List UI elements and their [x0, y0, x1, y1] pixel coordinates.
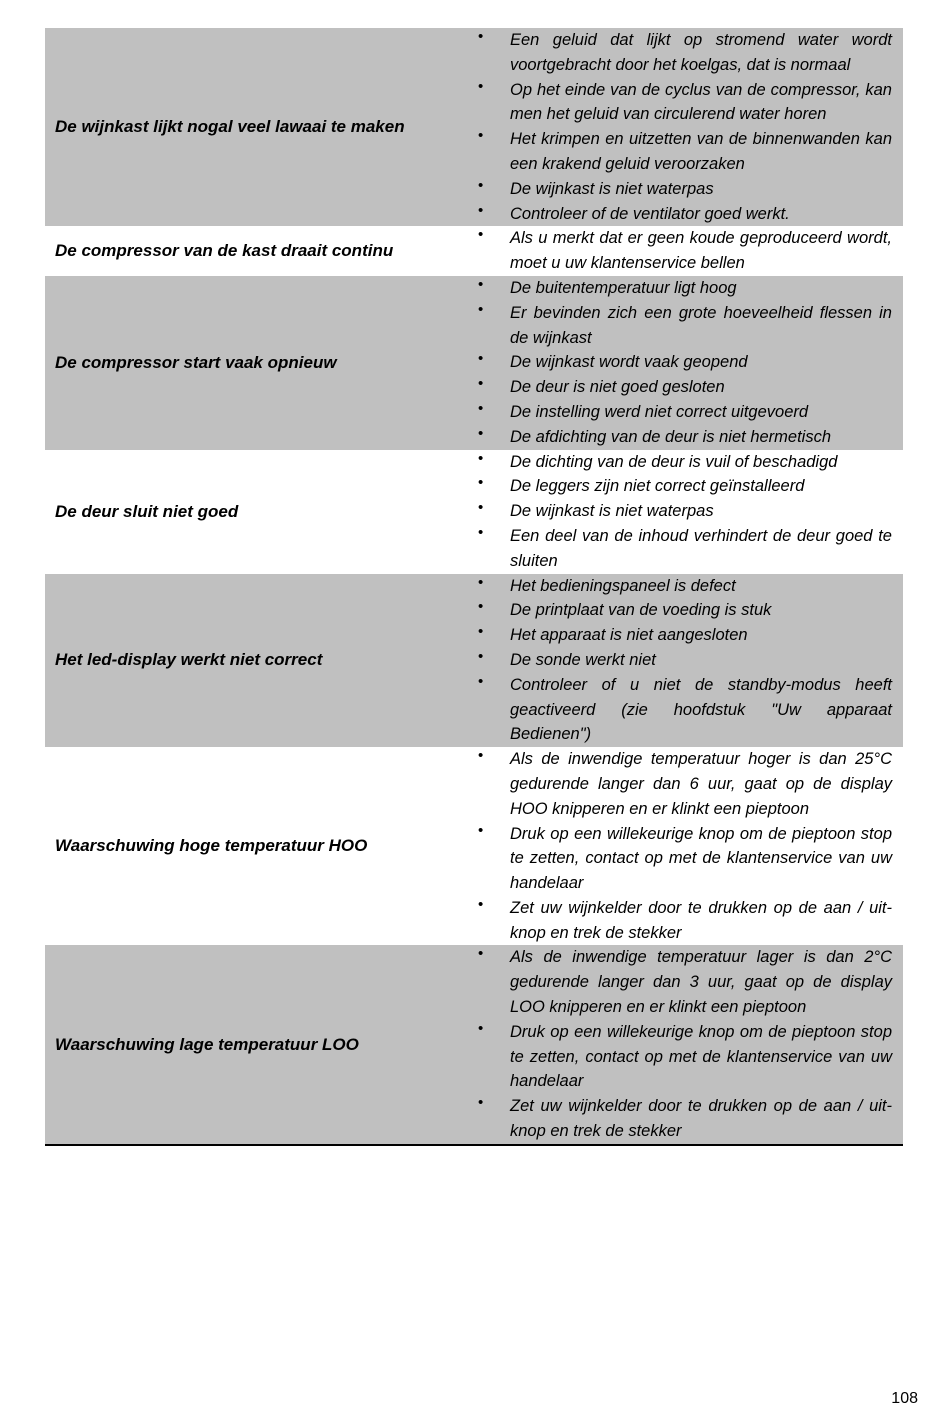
cause-text: De wijnkast wordt vaak geopend	[510, 353, 748, 372]
cause-text: De buitentemperatuur ligt hoog	[510, 278, 737, 297]
list-item	[469, 1020, 892, 1094]
list-item	[469, 945, 892, 1019]
cause-text: Druk op een willekeurige knop om de pieptoon stop te zetten, contact op met de klantenservice van uw handelaar	[510, 1022, 892, 1091]
cause-text: De dichting van de deur is vuil of beschadigd	[510, 452, 838, 471]
table-row	[45, 574, 903, 748]
bullet-icon: •	[478, 399, 484, 417]
list-item	[469, 623, 892, 648]
bullet-icon: •	[478, 275, 484, 293]
list-item	[469, 400, 892, 425]
bullet-icon: •	[478, 523, 484, 541]
list-item	[469, 1094, 892, 1144]
cause-text: Zet uw wijnkelder door te drukken op de aan / uit-knop en trek de stekker	[510, 898, 892, 942]
problem-cell: De wijnkast lijkt nogal veel lawaai te maken	[55, 117, 405, 137]
causes-cell	[469, 28, 903, 226]
list-item	[469, 747, 892, 821]
cause-text: Als de inwendige temperatuur lager is dan 2°C gedurende langer dan 3 uur, gaat op de display LOO knipperen en er klinkt een pieptoon	[510, 948, 892, 1017]
cause-text: De leggers zijn niet correct geïnstalleerd	[510, 477, 805, 496]
list-item	[469, 301, 892, 351]
causes-cell	[469, 945, 903, 1143]
problem-cell: De deur sluit niet goed	[55, 501, 239, 521]
bullet-icon: •	[478, 176, 484, 194]
cause-text: Zet uw wijnkelder door te drukken op de aan / uit-knop en trek de stekker	[510, 1097, 892, 1141]
bullet-icon: •	[478, 1019, 484, 1037]
bullet-icon: •	[478, 350, 484, 368]
troubleshooting-table	[45, 28, 903, 1146]
bullet-icon: •	[478, 672, 484, 690]
list-item	[469, 177, 892, 202]
list-item	[469, 28, 892, 78]
bullet-icon: •	[478, 821, 484, 839]
list-item	[469, 524, 892, 574]
bullet-icon: •	[478, 598, 484, 616]
list-item	[469, 226, 892, 276]
problem-cell: De compressor start vaak opnieuw	[55, 352, 337, 372]
list-item	[469, 673, 892, 747]
problem-cell: Waarschuwing hoge temperatuur HOO	[55, 836, 368, 856]
bullet-icon: •	[478, 747, 484, 765]
cause-text: De instelling werd niet correct uitgevoerd	[510, 402, 809, 421]
list-item	[469, 648, 892, 673]
bullet-icon: •	[478, 127, 484, 145]
table-row	[45, 945, 903, 1143]
table-row	[45, 747, 903, 945]
list-item	[469, 499, 892, 524]
list-item	[469, 450, 892, 475]
bullet-icon: •	[478, 375, 484, 393]
list-item	[469, 474, 892, 499]
cause-text: De sonde werkt niet	[510, 650, 656, 669]
cause-text: De wijnkast is niet waterpas	[510, 179, 714, 198]
list-item	[469, 425, 892, 450]
list-item	[469, 896, 892, 946]
table-row	[45, 28, 903, 226]
causes-cell	[469, 276, 903, 450]
causes-cell	[469, 450, 903, 574]
table-row	[45, 276, 903, 450]
bullet-icon: •	[478, 77, 484, 95]
cause-text: Het apparaat is niet aangesloten	[510, 626, 748, 645]
causes-cell	[469, 226, 903, 276]
cause-text: De printplaat van de voeding is stuk	[510, 601, 772, 620]
table-row	[45, 226, 903, 276]
bullet-icon: •	[478, 1094, 484, 1112]
bullet-icon: •	[478, 226, 484, 244]
cause-text: Controleer of de ventilator goed werkt.	[510, 204, 790, 223]
list-item	[469, 375, 892, 400]
bullet-icon: •	[478, 300, 484, 318]
bullet-icon: •	[478, 573, 484, 591]
list-item	[469, 598, 892, 623]
list-item	[469, 276, 892, 301]
bullet-icon: •	[478, 424, 484, 442]
table-row	[45, 450, 903, 574]
cause-text: Een geluid dat lijkt op stromend water wordt voortgebracht door het koelgas, dat is normaal	[510, 31, 892, 74]
list-item	[469, 822, 892, 896]
list-item	[469, 350, 892, 375]
cause-text: Als u merkt dat er geen koude geproduceerd wordt, moet u uw klantenservice bellen	[510, 229, 892, 273]
bullet-icon: •	[478, 201, 484, 219]
problem-cell: Het led-display werkt niet correct	[55, 650, 323, 670]
list-item	[469, 574, 892, 599]
list-item	[469, 202, 892, 227]
bullet-icon: •	[478, 474, 484, 492]
causes-cell	[469, 747, 903, 945]
cause-text: Druk op een willekeurige knop om de pieptoon stop te zetten, contact op met de klantenservice van uw handelaar	[510, 824, 892, 893]
cause-text: De deur is niet goed gesloten	[510, 378, 725, 397]
bullet-icon: •	[478, 28, 484, 45]
problem-cell: Waarschuwing lage temperatuur LOO	[55, 1034, 359, 1054]
cause-text: Als de inwendige temperatuur hoger is dan 25°C gedurende langer dan 6 uur, gaat op de display HOO knipperen en er klinkt een pieptoon	[510, 750, 892, 818]
bullet-icon: •	[478, 895, 484, 913]
bullet-icon: •	[478, 647, 484, 665]
bullet-icon: •	[478, 449, 484, 467]
cause-text: Op het einde van de cyclus van de compressor, kan men het geluid van circulerend water horen	[510, 80, 892, 124]
bullet-icon: •	[478, 623, 484, 641]
bullet-icon: •	[478, 945, 484, 963]
cause-text: Controleer of u niet de standby-modus heeft geactiveerd (zie hoofdstuk "Uw apparaat Bedienen")	[510, 675, 892, 744]
cause-text: Het krimpen en uitzetten van de binnenwanden kan een krakend geluid veroorzaken	[510, 130, 892, 173]
cause-text: Het bedieningspaneel is defect	[510, 576, 736, 595]
cause-text: De wijnkast is niet waterpas	[510, 502, 714, 521]
problem-cell: De compressor van de kast draait continu	[55, 241, 394, 261]
bullet-icon: •	[478, 499, 484, 517]
list-item	[469, 127, 892, 177]
cause-text: De afdichting van de deur is niet hermetisch	[510, 427, 832, 446]
cause-text: Een deel van de inhoud verhindert de deur goed te sluiten	[510, 526, 892, 570]
page-number: 108	[891, 1390, 918, 1407]
list-item	[469, 78, 892, 128]
cause-text: Er bevinden zich een grote hoeveelheid flessen in de wijnkast	[510, 303, 892, 347]
causes-cell	[469, 574, 903, 748]
